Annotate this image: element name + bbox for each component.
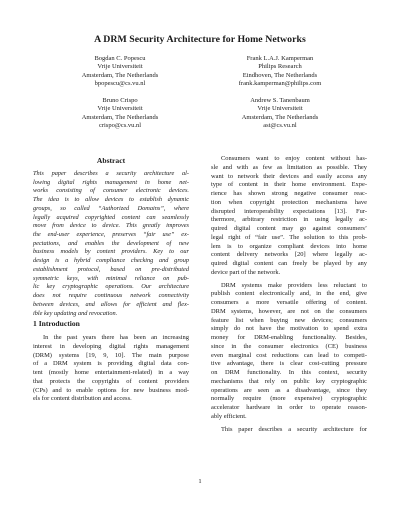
text-line: thermore, arbitrary restriction in using legally ac-	[211, 216, 367, 224]
text-line: the end-user experience, preserves “fair use” ex-	[33, 231, 189, 239]
text-line: that protects the copyrights of content providers	[33, 377, 189, 385]
text-line: content delivery networks [20] where legally ac-	[211, 251, 367, 259]
text-line: disrupted interoperability expectations [13]. Fur-	[211, 207, 367, 215]
text-line: simply do not have the motivation to spend extra	[211, 325, 367, 333]
text-line: between devices, and allows for efficient and flex-	[33, 300, 189, 308]
text-line: on DRM functionality. In this context, security	[211, 369, 367, 376]
text-line: legal right of “fair use”. The solution to this prob-	[211, 233, 367, 241]
text-line: does not require continuous network connectivity	[33, 292, 189, 300]
text-line: consumers a more versatile offering of content.	[211, 299, 367, 306]
text-line: (DRM) systems [19, 9, 10]. The main purpose	[33, 351, 189, 359]
text-line: legally acquired copyrighted content can seamlessly	[33, 213, 189, 221]
author-name: Bruno Crispo	[102, 97, 138, 104]
abstract-heading: Abstract	[96, 156, 126, 165]
text-line: DRM systems make providers less reluctant to	[221, 281, 367, 289]
text-line: tent (mostly home entertainment-related) in a way	[33, 369, 189, 376]
text-line: type of content in their home environment. Expe-	[211, 181, 367, 189]
text-line: since in the consumer electronics (CE) business	[211, 342, 367, 350]
author-block	[200, 97, 360, 131]
paragraph	[211, 282, 367, 422]
author-name: Frank L.A.J. Kamperman	[246, 55, 314, 62]
text-line: accelerator hardware in order to operate reason-	[211, 404, 367, 411]
intro-paragraph	[33, 334, 189, 404]
author-affiliation: Vrije Universiteit	[97, 105, 143, 113]
text-line: money for DRM-enabling functionality. Besides,	[211, 334, 367, 341]
paragraph	[211, 155, 367, 278]
text-line: lic key cryptographic operations. Our architecture	[33, 283, 189, 291]
text-line: even marginal cost reductions can lead to competi-	[211, 351, 367, 359]
text-line: works consisting of consumer electronic devices.	[33, 187, 189, 195]
text-line: want to network their devices and easily access any	[211, 172, 367, 180]
text-line: (CPs) and to enable options for new business mod-	[33, 386, 189, 394]
author-location: Amsterdam, The Netherlands	[241, 113, 319, 121]
page-number: 1	[198, 478, 202, 485]
text-line: of a DRM system is providing digital data con-	[33, 360, 189, 368]
text-line: device part of the network.	[211, 268, 281, 276]
text-line: rience has shown strong negative consumer reac-	[211, 190, 367, 197]
text-line: ably efficient.	[211, 412, 247, 420]
abstract-body	[33, 170, 189, 318]
text-line: interest in developing digital rights management	[33, 342, 189, 350]
author-affiliation: Vrije Universiteit	[257, 105, 303, 113]
text-line: sle and with as few as limitation as possible. They	[211, 163, 367, 171]
text-line: quired digital content can freely be played by any	[211, 260, 367, 267]
text-line: Consumers want to enjoy content without has-	[221, 155, 367, 162]
text-line: move from device to device. This greatly improves	[33, 222, 189, 230]
text-line: mechanisms that rely on public key cryptographic	[211, 377, 367, 385]
author-block	[40, 55, 200, 89]
text-line: publish content electronically and, in the end, give	[211, 290, 367, 298]
text-line: In the past years there has been an increasing	[43, 334, 189, 341]
text-line: operations are seen as a disadvantage, since they	[211, 386, 367, 394]
text-line: The idea is to allow devices to establish dynamic	[33, 196, 189, 204]
text-line: tion when copyright protection mechanisms have	[211, 198, 367, 206]
text-line: lem is to organize compliant devices into home	[211, 242, 367, 250]
text-line: tive advantage, there is clear cost-cutting pressure	[211, 360, 367, 368]
text-line: normally require (more expensive) cryptographic	[211, 395, 367, 403]
author-location: Amsterdam, The Netherlands	[81, 71, 159, 79]
author-email: bpopescu@cs.vu.nl	[94, 80, 146, 88]
paper-title: A DRM Security Architecture for Home Networks	[94, 34, 306, 45]
text-line: establishment protocol, based on pre-distributed	[33, 265, 189, 273]
author-affiliation: Vrije Universiteit	[97, 63, 143, 71]
author-location: Eindhoven, The Netherlands	[242, 71, 318, 79]
text-line: ible key updating and revocation.	[33, 309, 118, 317]
text-line: business models by content providers. Key to our	[33, 248, 189, 256]
author-email: crispo@cs.vu.nl	[98, 122, 142, 130]
text-line: els for content distribution and access.	[33, 395, 132, 403]
author-block	[40, 97, 200, 131]
text-line: groups, so called “Authorized Domains”, where	[33, 204, 189, 212]
paragraph	[211, 426, 367, 435]
text-line: lowing digital rights management in home net-	[33, 178, 189, 186]
author-name: Andrew S. Tanenbaum	[250, 97, 310, 104]
author-email: frank.kamperman@philips.com	[238, 80, 322, 88]
author-affiliation: Philips Research	[258, 63, 302, 71]
text-line: quired digital content may go against consumers’	[211, 225, 367, 232]
text-line: pectations, and enables the development of new	[33, 239, 189, 247]
text-line: This paper describes a security architecture al-	[33, 170, 189, 177]
text-line: DRM systems, however, are not on the consumers	[211, 307, 367, 315]
text-line: This paper describes a security architecture for	[221, 425, 367, 433]
text-line: symmetric keys, with minimal reliance on pub-	[33, 274, 189, 282]
right-column	[211, 155, 367, 434]
author-location: Amsterdam, The Netherlands	[81, 113, 159, 121]
author-block	[200, 55, 360, 89]
section-heading: 1 Introduction	[33, 319, 80, 328]
author-email: ast@cs.vu.nl	[263, 122, 297, 130]
text-line: feature list when buying new devices; consumers	[211, 316, 367, 324]
author-name: Bogdan C. Popescu	[94, 55, 146, 62]
text-line: design is a hybrid compliance checking and group	[33, 257, 189, 265]
